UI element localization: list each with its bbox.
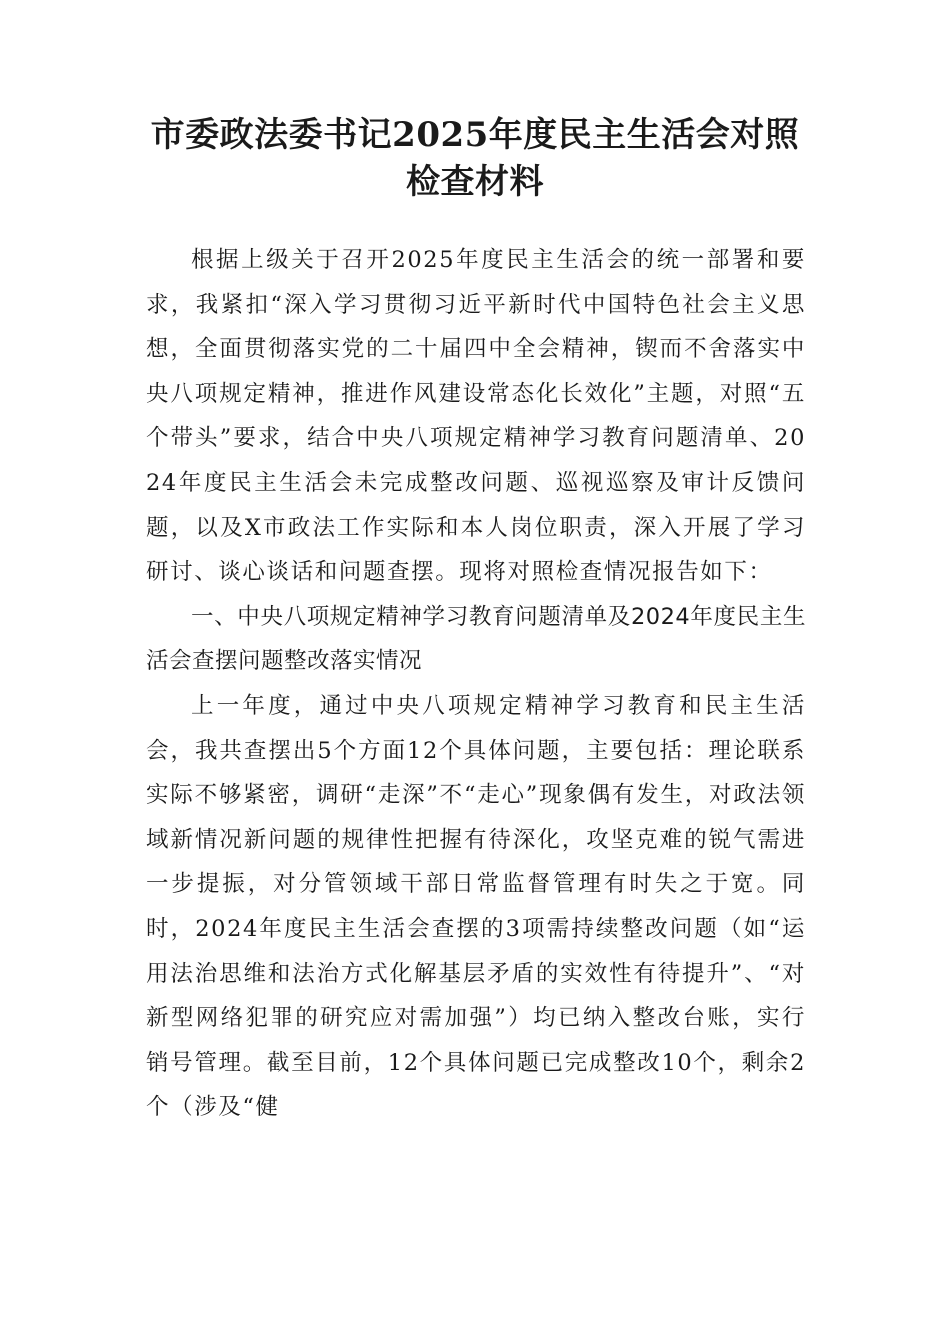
section-1-heading: 一、中央八项规定精神学习教育问题清单及2024年度民主生活会查摆问题整改落实情况 xyxy=(146,603,806,675)
document-title: 市委政法委书记2025年度民主生活会对照检查材料 xyxy=(150,115,800,202)
section-1-paragraph: 上一年度，通过中央八项规定精神学习教育和民主生活会，我共查摆出5个方面12个具体问题，主要包括：理论联系实际不够紧密，调研“走深”不“走心”现象偶有发生，对政法领域新情况新问题的规律性把握有待深化，攻坚克难的锐气需进一步提振，对分管领域干部日常监督管理有时失之于宽。同时，2024年度民主生活会查摆的3项需持续整改问题（如“运用法治思维和法治方式化解基层矛盾的实效性有待提升”、“对新型网络犯罪的研究应对需加强”）均已纳入整改台账，实行销号管理。截至目前，12个具体问题已完成整改10个，剩余2个（涉及“健 xyxy=(146,692,806,1121)
intro-paragraph: 根据上级关于召开2025年度民主生活会的统一部署和要求，我紧扣“深入学习贯彻习近平新时代中国特色社会主义思想，全面贯彻落实党的二十届四中全会精神，锲而不舍落实中央八项规定精神，推进作风建设常态化长效化”主题，对照“五个带头”要求，结合中央八项规定精神学习教育问题清单、2024年度民主生活会未完成整改问题、巡视巡察及审计反馈问题，以及X市政法工作实际和本人岗位职责，深入开展了学习研讨、谈心谈话和问题查摆。现将对照检查情况报告如下： xyxy=(146,247,806,586)
document-body xyxy=(146,238,806,1130)
